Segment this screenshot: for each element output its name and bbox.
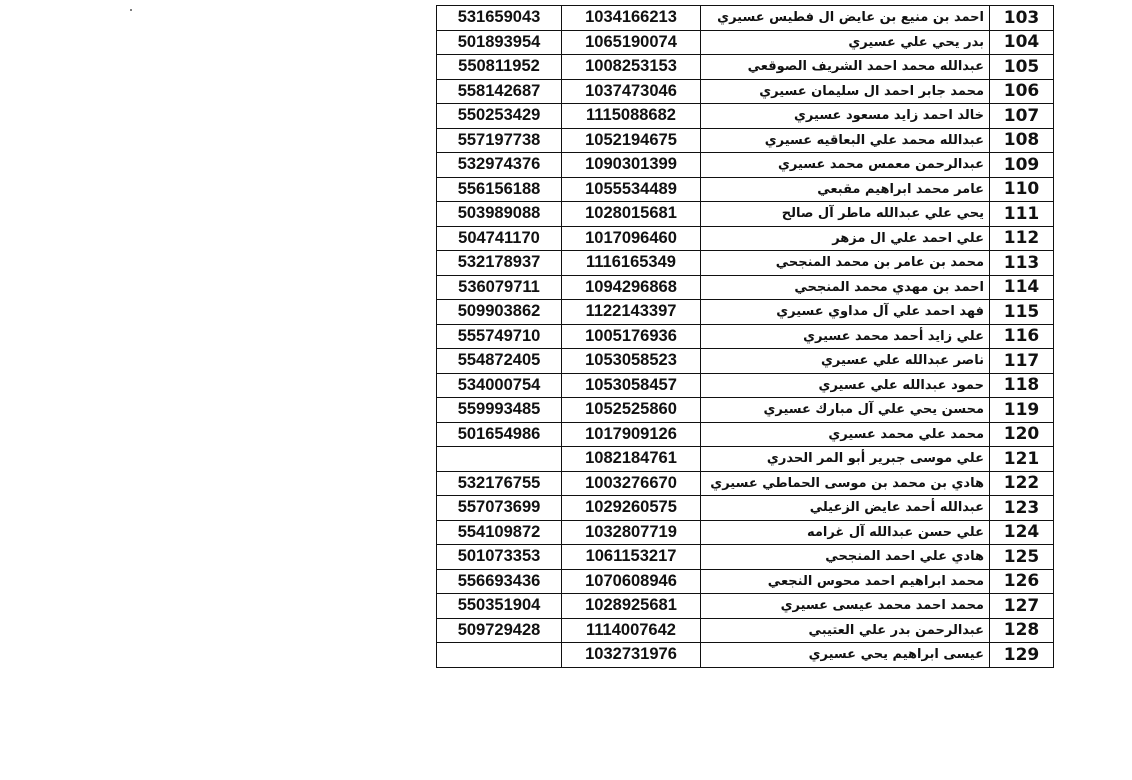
phone-cell: 501893954 <box>437 30 562 55</box>
table-row <box>437 373 1054 398</box>
table-row <box>437 398 1054 423</box>
id-cell: 1114007642 <box>562 618 701 643</box>
id-cell: 1053058523 <box>562 349 701 374</box>
table-row <box>437 300 1054 325</box>
table-row <box>437 569 1054 594</box>
name-cell: محمد ابراهيم احمد محوس النجعي <box>701 569 990 594</box>
num-cell: 129 <box>990 643 1054 668</box>
phone-cell: 557073699 <box>437 496 562 521</box>
phone-cell: 559993485 <box>437 398 562 423</box>
id-cell: 1028015681 <box>562 202 701 227</box>
num-cell: 118 <box>990 373 1054 398</box>
name-cell: محمد بن عامر بن محمد المنجحي <box>701 251 990 276</box>
num-cell: 104 <box>990 30 1054 55</box>
num-cell: 127 <box>990 594 1054 619</box>
name-cell: عبدالرحمن بدر علي العتيبي <box>701 618 990 643</box>
id-cell: 1094296868 <box>562 275 701 300</box>
phone-cell: 556693436 <box>437 569 562 594</box>
phone-cell: 503989088 <box>437 202 562 227</box>
table-row <box>437 618 1054 643</box>
table-row <box>437 520 1054 545</box>
num-cell: 111 <box>990 202 1054 227</box>
phone-cell <box>437 447 562 472</box>
name-cell: عامر محمد ابراهيم مقبعي <box>701 177 990 202</box>
phone-cell: 532974376 <box>437 153 562 178</box>
num-cell: 114 <box>990 275 1054 300</box>
table-row <box>437 30 1054 55</box>
id-cell: 1005176936 <box>562 324 701 349</box>
num-cell: 103 <box>990 6 1054 31</box>
phone-cell: 534000754 <box>437 373 562 398</box>
table-row <box>437 202 1054 227</box>
table-row <box>437 79 1054 104</box>
id-cell: 1032807719 <box>562 520 701 545</box>
table-row <box>437 251 1054 276</box>
phone-cell: 550811952 <box>437 55 562 80</box>
name-cell: عبدالله محمد احمد الشريف الصوقعي <box>701 55 990 80</box>
name-cell: يحي علي عبدالله ماطر آل صالح <box>701 202 990 227</box>
num-cell: 108 <box>990 128 1054 153</box>
table-row <box>437 128 1054 153</box>
id-cell: 1029260575 <box>562 496 701 521</box>
id-cell: 1052194675 <box>562 128 701 153</box>
num-cell: 124 <box>990 520 1054 545</box>
name-cell: علي حسن عبدالله آل غرامه <box>701 520 990 545</box>
name-cell: عبدالرحمن معمس محمد عسيري <box>701 153 990 178</box>
num-cell: 113 <box>990 251 1054 276</box>
name-cell: حمود عبدالله علي عسيري <box>701 373 990 398</box>
num-cell: 117 <box>990 349 1054 374</box>
name-cell: عيسى ابراهيم يحي عسيري <box>701 643 990 668</box>
table-row <box>437 6 1054 31</box>
num-cell: 106 <box>990 79 1054 104</box>
name-cell: احمد بن منيع بن عايض ال فطيس عسيري <box>701 6 990 31</box>
table-row <box>437 471 1054 496</box>
phone-cell: 550351904 <box>437 594 562 619</box>
id-cell: 1037473046 <box>562 79 701 104</box>
phone-cell: 554109872 <box>437 520 562 545</box>
scan-speck <box>130 9 132 11</box>
phone-cell: 532176755 <box>437 471 562 496</box>
table-row <box>437 55 1054 80</box>
name-cell: علي احمد علي ال مزهر <box>701 226 990 251</box>
name-cell: احمد بن مهدي محمد المنجحي <box>701 275 990 300</box>
id-cell: 1122143397 <box>562 300 701 325</box>
name-cell: ناصر عبدالله علي عسيري <box>701 349 990 374</box>
phone-cell: 556156188 <box>437 177 562 202</box>
name-cell: محمد جابر احمد ال سليمان عسيري <box>701 79 990 104</box>
id-cell: 1115088682 <box>562 104 701 129</box>
phone-cell: 555749710 <box>437 324 562 349</box>
num-cell: 123 <box>990 496 1054 521</box>
id-cell: 1034166213 <box>562 6 701 31</box>
name-cell: عبدالله أحمد عايض الزعيلي <box>701 496 990 521</box>
table-row <box>437 104 1054 129</box>
phone-cell <box>437 643 562 668</box>
phone-cell: 532178937 <box>437 251 562 276</box>
table-row <box>437 422 1054 447</box>
num-cell: 119 <box>990 398 1054 423</box>
num-cell: 126 <box>990 569 1054 594</box>
table-row <box>437 447 1054 472</box>
name-cell: هادي بن محمد بن موسى الحماطي عسيري <box>701 471 990 496</box>
num-cell: 105 <box>990 55 1054 80</box>
name-cell: محمد احمد محمد عيسى عسيري <box>701 594 990 619</box>
table-row <box>437 275 1054 300</box>
id-cell: 1028925681 <box>562 594 701 619</box>
name-cell: علي موسى جبرير أبو المر الحدري <box>701 447 990 472</box>
num-cell: 115 <box>990 300 1054 325</box>
id-cell: 1017096460 <box>562 226 701 251</box>
phone-cell: 536079711 <box>437 275 562 300</box>
num-cell: 121 <box>990 447 1054 472</box>
phone-cell: 501654986 <box>437 422 562 447</box>
table-row <box>437 177 1054 202</box>
num-cell: 112 <box>990 226 1054 251</box>
phone-cell: 557197738 <box>437 128 562 153</box>
phone-cell: 504741170 <box>437 226 562 251</box>
id-cell: 1008253153 <box>562 55 701 80</box>
id-cell: 1061153217 <box>562 545 701 570</box>
phone-cell: 509903862 <box>437 300 562 325</box>
num-cell: 122 <box>990 471 1054 496</box>
phone-cell: 501073353 <box>437 545 562 570</box>
name-cell: بدر يحي علي عسيري <box>701 30 990 55</box>
phone-cell: 554872405 <box>437 349 562 374</box>
table-row <box>437 496 1054 521</box>
num-cell: 109 <box>990 153 1054 178</box>
table-row <box>437 594 1054 619</box>
id-cell: 1082184761 <box>562 447 701 472</box>
table-row <box>437 226 1054 251</box>
id-cell: 1053058457 <box>562 373 701 398</box>
num-cell: 128 <box>990 618 1054 643</box>
roster-body <box>437 6 1054 668</box>
id-cell: 1052525860 <box>562 398 701 423</box>
num-cell: 110 <box>990 177 1054 202</box>
name-cell: محسن يحي علي آل مبارك عسيري <box>701 398 990 423</box>
id-cell: 1055534489 <box>562 177 701 202</box>
name-cell: هادي علي احمد المنجحي <box>701 545 990 570</box>
name-cell: محمد علي محمد عسيري <box>701 422 990 447</box>
num-cell: 125 <box>990 545 1054 570</box>
table-row <box>437 349 1054 374</box>
id-cell: 1070608946 <box>562 569 701 594</box>
name-cell: خالد احمد زايد مسعود عسيري <box>701 104 990 129</box>
phone-cell: 531659043 <box>437 6 562 31</box>
table-row <box>437 643 1054 668</box>
id-cell: 1090301399 <box>562 153 701 178</box>
roster-table <box>436 5 1054 668</box>
num-cell: 116 <box>990 324 1054 349</box>
name-cell: فهد احمد علي آل مداوي عسيري <box>701 300 990 325</box>
phone-cell: 509729428 <box>437 618 562 643</box>
table-row <box>437 324 1054 349</box>
name-cell: علي زايد أحمد محمد عسيري <box>701 324 990 349</box>
phone-cell: 558142687 <box>437 79 562 104</box>
name-cell: عبدالله محمد علي البعاقيه عسيري <box>701 128 990 153</box>
id-cell: 1017909126 <box>562 422 701 447</box>
id-cell: 1003276670 <box>562 471 701 496</box>
table-row <box>437 153 1054 178</box>
num-cell: 107 <box>990 104 1054 129</box>
id-cell: 1065190074 <box>562 30 701 55</box>
id-cell: 1116165349 <box>562 251 701 276</box>
table-row <box>437 545 1054 570</box>
phone-cell: 550253429 <box>437 104 562 129</box>
num-cell: 120 <box>990 422 1054 447</box>
id-cell: 1032731976 <box>562 643 701 668</box>
